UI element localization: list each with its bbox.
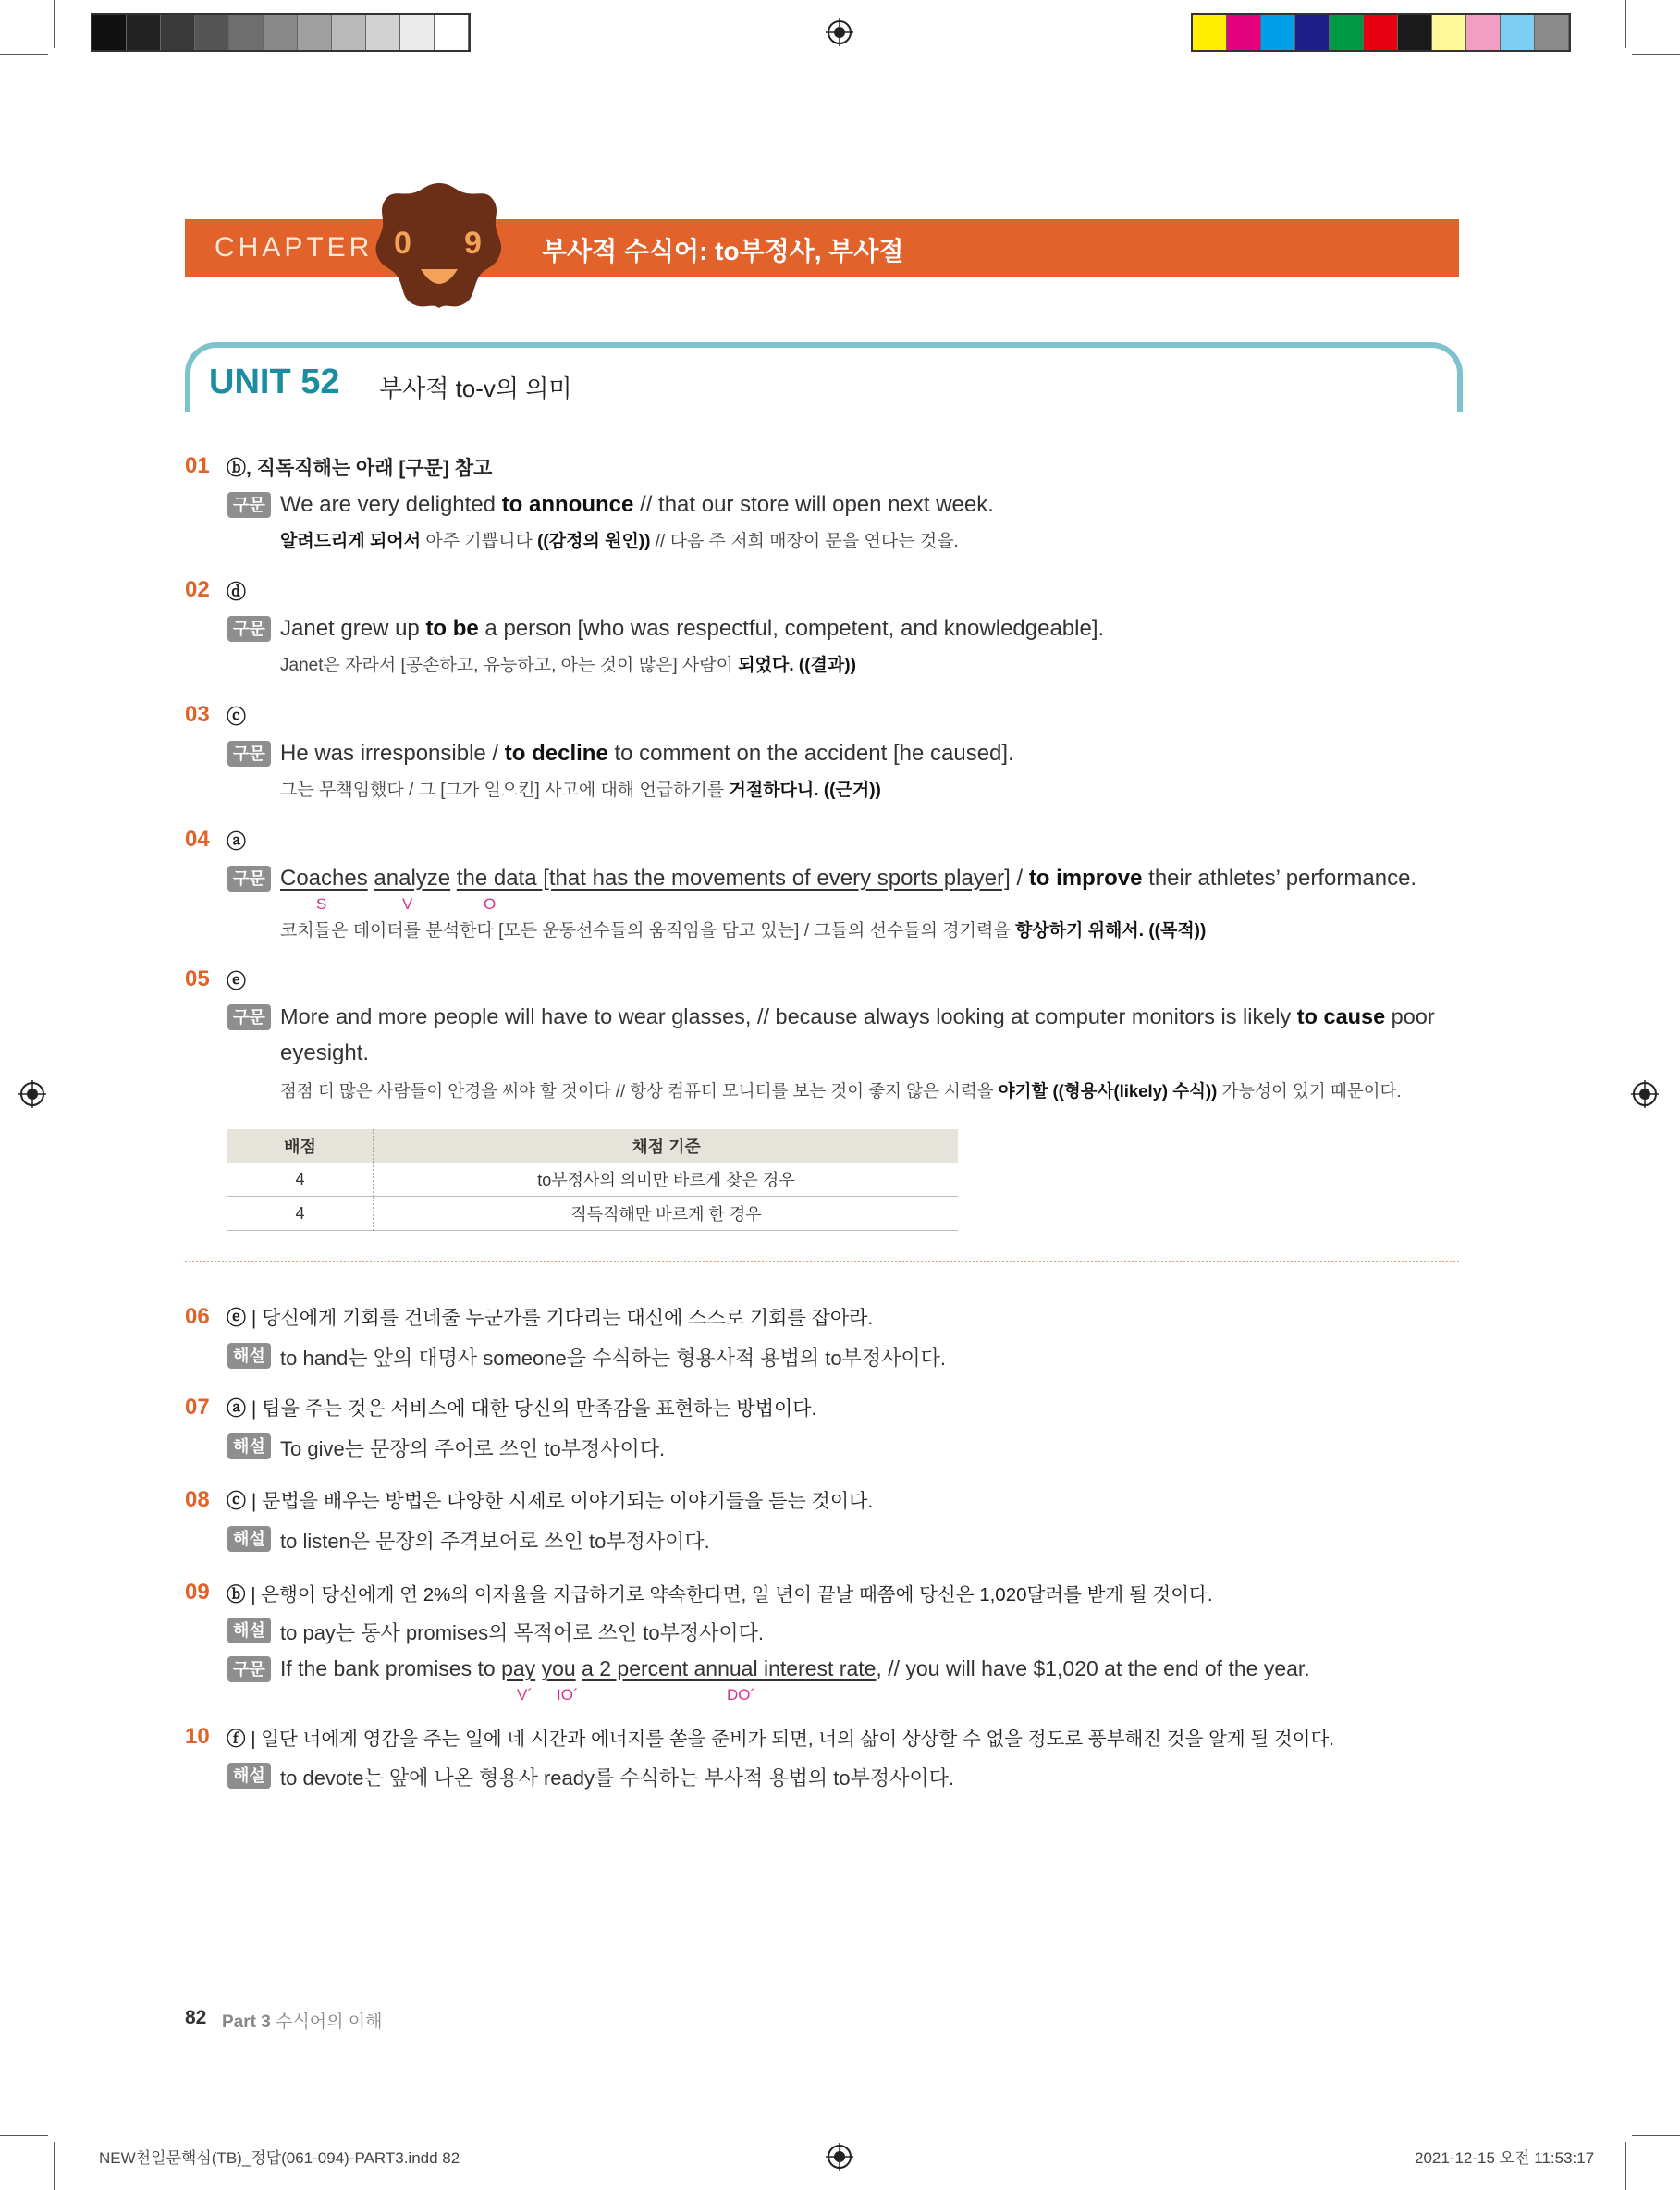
question-answer: ⓔ | 당신에게 기회를 건네줄 누군가를 기다리는 대신에 스스로 기회를 잡아라.: [227, 1308, 874, 1329]
color-swatch: [195, 15, 229, 50]
scoring-table: [227, 1129, 958, 1231]
chapter-number-digit: 0: [394, 226, 411, 261]
question-number: 02: [185, 577, 210, 602]
date-slug: 2021-12-15 오전 11:53:17: [1415, 2149, 1595, 2167]
syntax-tag: 구문: [227, 1656, 271, 1682]
points-cell: 4: [227, 1197, 374, 1231]
explanation-text: to pay는 동사 promises의 목적어로 쓰인 to부정사이다.: [280, 1621, 764, 1644]
syntax-tag: 구문: [227, 1004, 271, 1030]
korean-translation: 그는 무책임했다 / 그 [그가 일으킨] 사고에 대해 언급하기를 거절하다니. ((근거)): [280, 781, 881, 800]
process-color-bar: [1191, 13, 1571, 52]
crop-mark: [1632, 54, 1680, 55]
role-label-verb: V´: [517, 1686, 533, 1704]
english-sentence: Janet grew up to be a person [who was respectful, competent, and knowledgeable].: [280, 616, 1105, 641]
registration-mark-icon: [826, 2143, 853, 2171]
question-number: 06: [185, 1304, 210, 1329]
question-answer: ⓑ, 직독직해는 아래 [구문] 참고: [227, 458, 493, 479]
question-number: 05: [185, 966, 210, 991]
english-sentence: More and more people will have to wear glasses, // because always looking at computer monitors is likely to cause poor: [280, 1004, 1435, 1028]
syntax-tag: 구문: [227, 616, 271, 642]
explanation-text: to listen은 문장의 주격보어로 쓰인 to부정사이다.: [280, 1530, 710, 1553]
question-number: 01: [185, 453, 210, 478]
english-sentence-continued: eyesight.: [280, 1040, 370, 1065]
question-answer: ⓒ: [227, 707, 246, 728]
color-swatch: [400, 15, 435, 50]
color-swatch: [161, 15, 195, 50]
english-sentence: Coaches analyze the data [that has the movements of every sports player] / to improve their athletes’ performance.: [280, 866, 1417, 891]
role-label-verb: V: [402, 895, 413, 913]
color-swatch: [92, 15, 127, 50]
korean-translation: 코치들은 데이터를 분석한다 [모든 운동선수들의 움직임을 담고 있는] / 그들의 선수들의 경기력을 향상하기 위해서. ((목적)): [280, 921, 1207, 941]
question-number: 07: [185, 1395, 210, 1420]
role-label-indirect-object: IO´: [557, 1686, 579, 1704]
role-label-object: O: [484, 895, 497, 913]
syntax-tag: 구문: [227, 866, 271, 892]
color-swatch: [264, 15, 298, 50]
english-sentence: If the bank promises to pay you a 2 percent annual interest rate, // you will have $1,020 at the end of the year.: [280, 1656, 1310, 1680]
explanation-text: to hand는 앞의 대명사 someone을 수식하는 형용사적 용법의 to부정사이다.: [280, 1347, 946, 1370]
explanation-tag: 해설: [227, 1618, 271, 1643]
question-answer: ⓓ: [227, 582, 246, 603]
unit-title: 부사적 to-v의 의미: [379, 375, 572, 402]
chapter-number-digit: 9: [464, 226, 482, 261]
registration-mark-icon: [1631, 1080, 1659, 1108]
explanation-tag: 해설: [227, 1763, 271, 1789]
points-cell: 4: [227, 1163, 374, 1197]
question-number: 04: [185, 827, 210, 852]
color-swatch: [435, 15, 469, 50]
question-answer: ⓐ | 팁을 주는 것은 서비스에 대한 당신의 만족감을 표현하는 방법이다.: [227, 1398, 817, 1420]
korean-translation: Janet은 자라서 [공손하고, 유능하고, 아는 것이 많은] 사람이 되었다. ((결과)): [280, 656, 856, 675]
crop-mark: [0, 54, 48, 55]
file-slug: NEW천일문핵심(TB)_정답(061-094)-PART3.indd 82: [99, 2149, 460, 2167]
explanation-text: to devote는 앞에 나온 형용사 ready를 수식하는 부사적 용법의 to부정사이다.: [280, 1766, 954, 1790]
syntax-tag: 구문: [227, 492, 271, 518]
section-divider: [185, 1261, 1459, 1262]
question-answer: ⓒ | 문법을 배우는 방법은 다양한 시제로 이야기되는 이야기들을 듣는 것이다.: [227, 1491, 874, 1512]
crop-mark: [1632, 2135, 1680, 2136]
explanation-tag: 해설: [227, 1526, 271, 1552]
color-swatch: [1466, 15, 1501, 50]
explanation-tag: 해설: [227, 1343, 271, 1369]
english-sentence: We are very delighted to announce // that our store will open next week.: [280, 492, 994, 517]
chapter-label: CHAPTER: [215, 232, 374, 263]
registration-mark-icon: [18, 1080, 46, 1108]
crop-mark: [1625, 0, 1626, 48]
page-number: 82: [185, 2007, 207, 2028]
crop-mark: [1625, 2142, 1626, 2190]
table-header-row: [227, 1129, 958, 1163]
color-swatch: [1364, 15, 1398, 50]
explanation-tag: 해설: [227, 1433, 271, 1459]
color-swatch: [366, 15, 400, 50]
question-answer: ⓕ | 일단 너에게 영감을 주는 일에 네 시간과 에너지를 쏟을 준비가 되면, 너의 삶이 상상할 수 없을 정도로 풍부해진 것을 알게 될 것이다.: [227, 1729, 1334, 1750]
unit-header-frame: [185, 342, 1463, 412]
running-footer: Part 3 수식어의 이해: [222, 2012, 383, 2032]
korean-translation: 알려드리게 되어서 아주 기쁩니다 ((감정의 원인)) // 다음 주 저희 매장이 문을 연다는 것을.: [280, 532, 959, 551]
crop-mark: [54, 0, 55, 48]
question-answer: ⓐ: [227, 831, 246, 853]
color-swatch: [1261, 15, 1295, 50]
column-header-criteria: 채점 기준: [374, 1129, 958, 1163]
color-swatch: [1501, 15, 1535, 50]
gray-color-bar: [91, 13, 471, 52]
english-sentence: He was irresponsible / to decline to comment on the accident [he caused].: [280, 741, 1014, 766]
color-swatch: [1193, 15, 1227, 50]
table-row: [227, 1163, 958, 1197]
table-row: [227, 1197, 958, 1231]
color-swatch: [1295, 15, 1330, 50]
color-swatch: [1227, 15, 1261, 50]
color-swatch: [1398, 15, 1432, 50]
color-swatch: [298, 15, 332, 50]
question-number: 09: [185, 1580, 210, 1605]
color-swatch: [1432, 15, 1466, 50]
role-label-direct-object: DO´: [727, 1686, 756, 1704]
role-label-subject: S: [316, 895, 327, 913]
syntax-tag: 구문: [227, 741, 271, 767]
question-number: 03: [185, 702, 210, 727]
question-answer: ⓑ | 은행이 당신에게 연 2%의 이자율을 지급하기로 약속한다면, 일 년이 끝날 때쯤에 당신은 1,020달러를 받게 될 것이다.: [227, 1584, 1213, 1606]
criteria-cell: 직독직해만 바르게 한 경우: [374, 1197, 958, 1231]
crop-mark: [0, 2135, 48, 2136]
explanation-text: To give는 문장의 주어로 쓰인 to부정사이다.: [280, 1437, 666, 1460]
criteria-cell: to부정사의 의미만 바르게 찾은 경우: [374, 1163, 958, 1197]
registration-mark-icon: [826, 18, 853, 46]
color-swatch: [127, 15, 161, 50]
question-answer: ⓔ: [227, 971, 246, 992]
question-number: 10: [185, 1724, 210, 1749]
question-number: 08: [185, 1487, 210, 1512]
column-header-points: 배점: [227, 1129, 374, 1163]
color-swatch: [229, 15, 264, 50]
color-swatch: [1535, 15, 1569, 50]
chapter-title: 부사적 수식어: to부정사, 부사절: [542, 237, 904, 265]
color-swatch: [1330, 15, 1364, 50]
color-swatch: [332, 15, 366, 50]
unit-label: UNIT 52: [209, 363, 340, 401]
korean-translation: 점점 더 많은 사람들이 안경을 써야 할 것이다 // 항상 컴퓨터 모니터를 보는 것이 좋지 않은 시력을 야기할 ((형용사(likely) 수식)) 가능성이 있기 때문이다.: [280, 1081, 1402, 1101]
crop-mark: [54, 2142, 55, 2190]
